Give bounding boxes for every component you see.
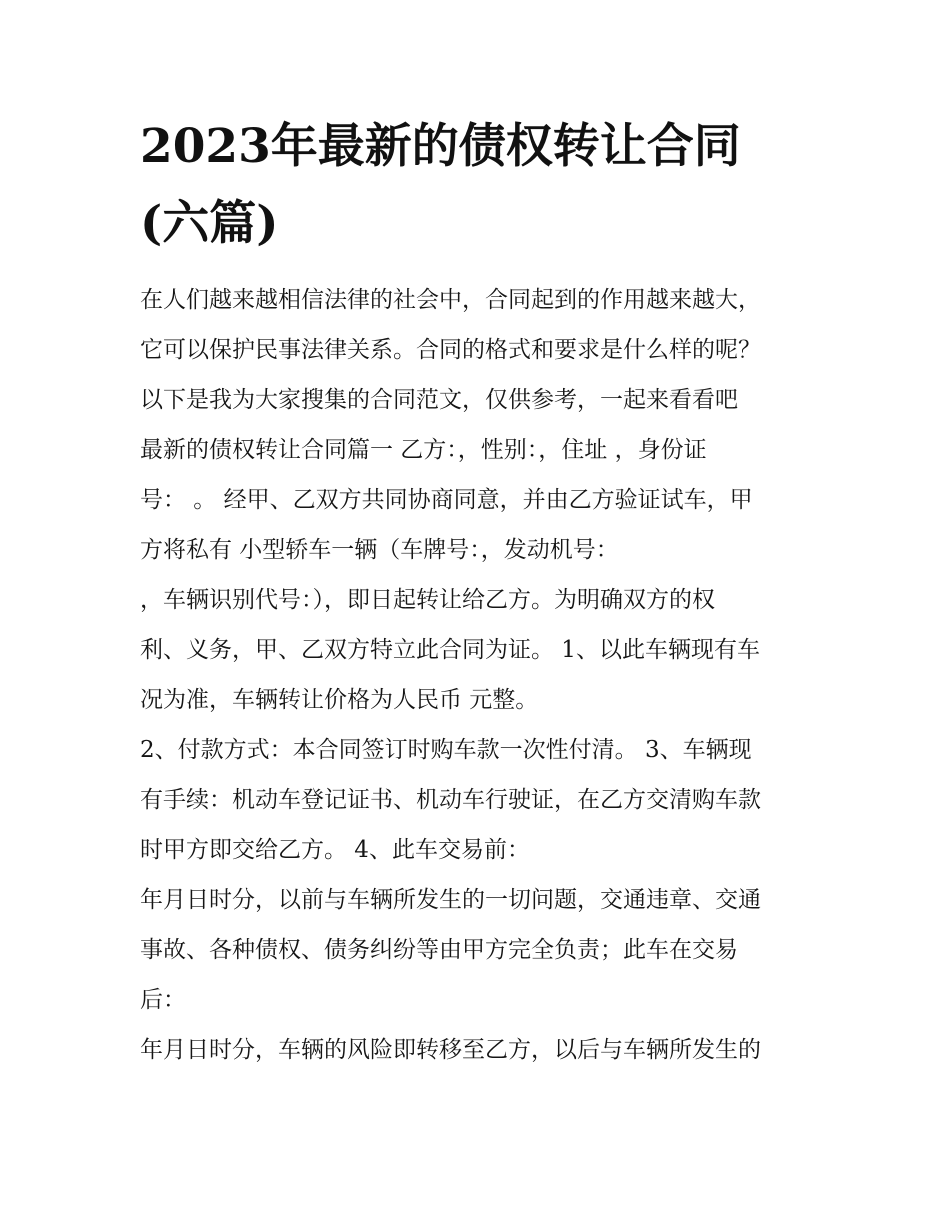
body-line-7: ，车辆识别代号：），即日起转让给乙方。为明确双方的权: [140, 587, 715, 613]
body-line-10: 2、付款方式：本合同签订时购车款一次性付清。 3、车辆现: [140, 737, 752, 763]
body-line-6: 方将私有 小型轿车一辆（车牌号：，发动机号：: [140, 537, 619, 563]
body-line-8: 利、义务，甲、乙双方特立此合同为证。 1、以此车辆现有车: [140, 637, 760, 663]
body-line-11: 有手续：机动车登记证书、机动车行驶证，在乙方交清购车款: [140, 787, 761, 813]
body-line-2: 它可以保护民事法律关系。合同的格式和要求是什么样的呢？: [140, 337, 761, 363]
body-line-13: 年月日时分，以前与车辆所发生的一切问题，交通违章、交通: [140, 887, 761, 913]
document-title-line-2: (六篇): [140, 196, 279, 251]
body-line-4: 最新的债权转让合同篇一 乙方：，性别：，住址 ，身份证: [140, 437, 707, 463]
body-line-12: 时甲方即交给乙方。 4、此车交易前：: [140, 837, 530, 863]
body-line-16: 年月日时分，车辆的风险即转移至乙方，以后与车辆所发生的: [140, 1037, 761, 1063]
document-title-line-1: 2023年最新的债权转让合同: [140, 119, 741, 174]
body-line-3: 以下是我为大家搜集的合同范文，仅供参考，一起来看看吧: [140, 387, 738, 413]
body-line-1: 在人们越来越相信法律的社会中，合同起到的作用越来越大，: [140, 287, 761, 313]
body-line-9: 况为准，车辆转让价格为人民币 元整。: [140, 687, 539, 713]
body-line-15: 后：: [140, 987, 186, 1013]
body-line-5: 号： 。 经甲、乙双方共同协商同意，并由乙方验证试车，甲: [140, 487, 753, 513]
body-line-14: 事故、各种债权、债务纠纷等由甲方完全负责；此车在交易: [140, 937, 738, 963]
